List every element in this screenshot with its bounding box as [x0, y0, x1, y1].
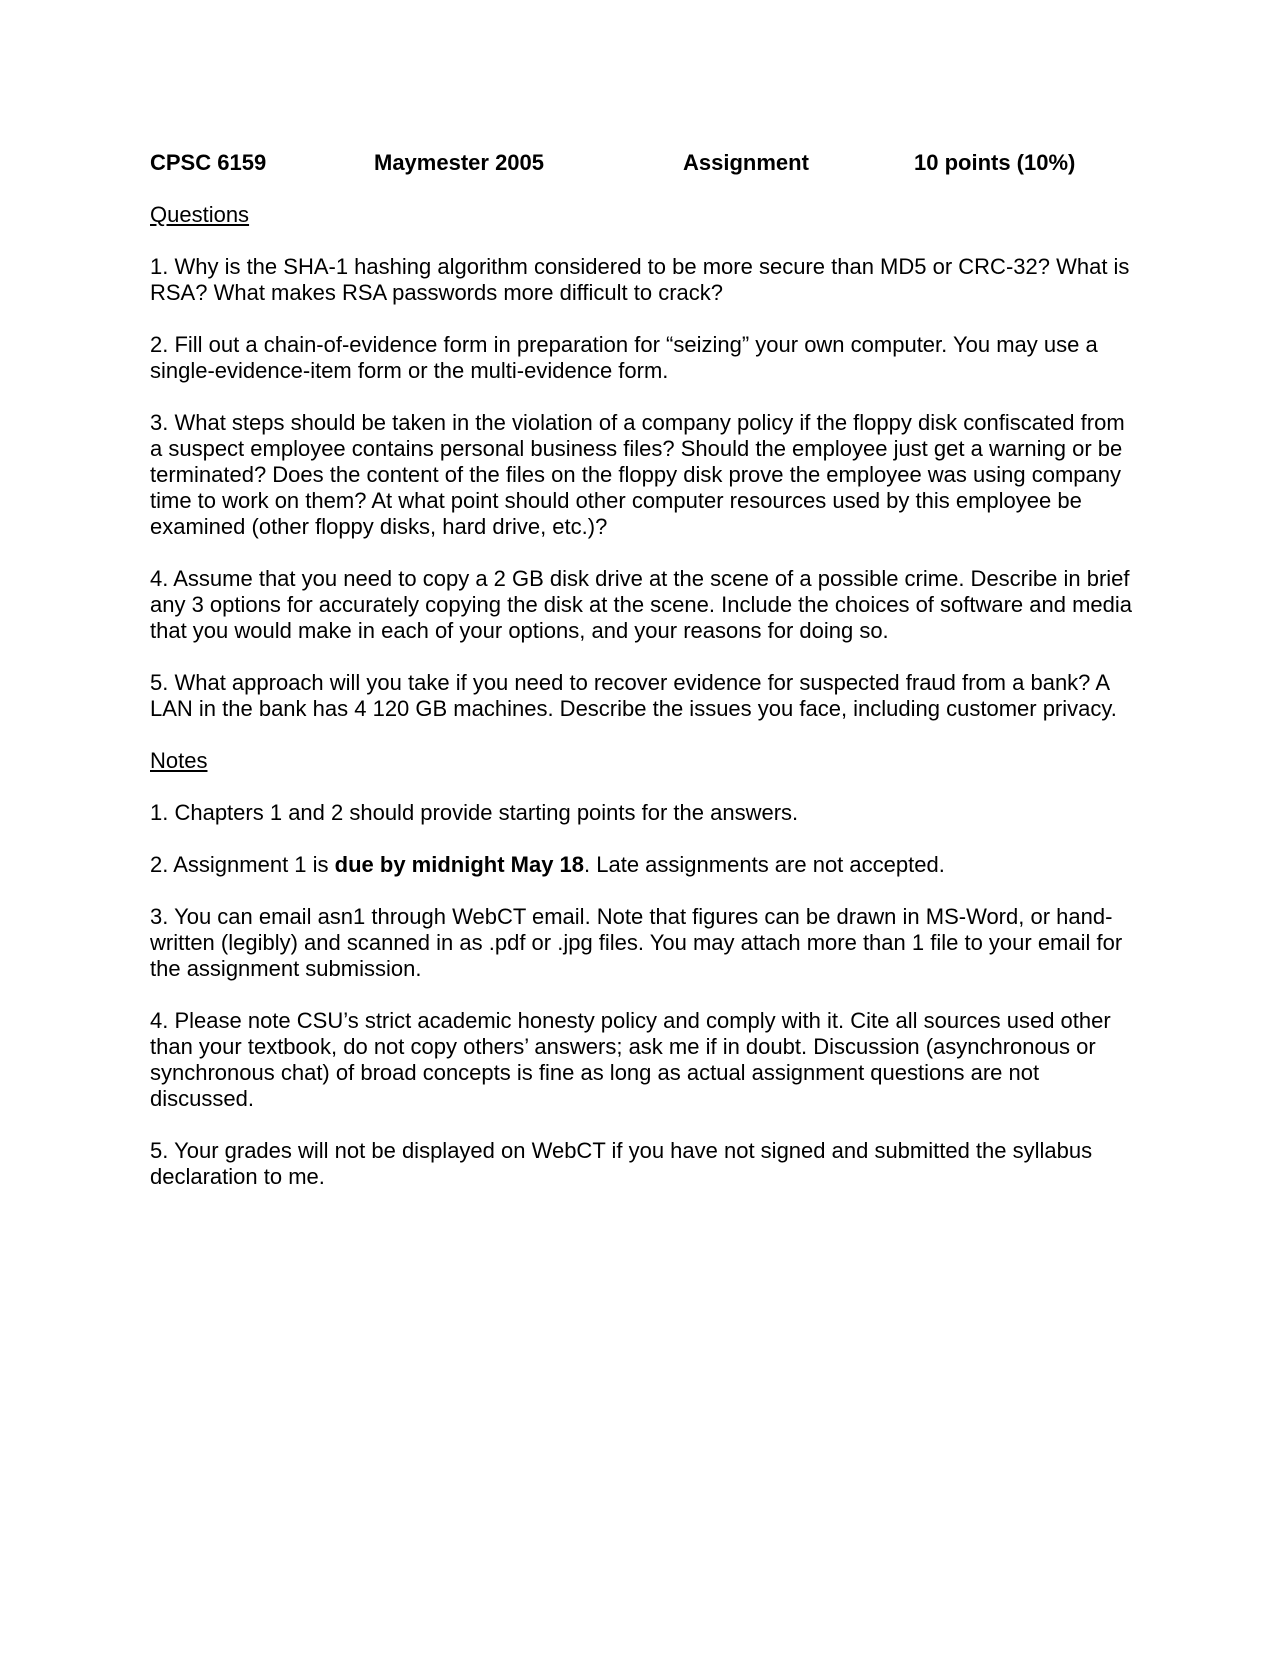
questions-heading: Questions	[150, 202, 250, 227]
document-page	[150, 150, 1140, 1216]
note-2-deadline: due by midnight May 18	[334, 852, 585, 877]
question-1: 1. Why is the SHA-1 hashing algorithm considered to be more secure than MD5 or CRC-32? What is RSA? What makes RSA passwords more difficult to crack?	[150, 254, 1130, 305]
note-4: 4. Please note CSU’s strict academic honesty policy and comply with it. Cite all sources used other than your textbook, do not copy others’ answers; ask me if in doubt. Discussion (asynchronous or synchronous chat) of broad concepts is fine as long as actual assignment questions are not discussed.	[150, 1008, 1111, 1111]
document-type: Assignment	[683, 150, 809, 175]
note-1: 1. Chapters 1 and 2 should provide starting points for the answers.	[150, 800, 799, 825]
note-3: 3. You can email asn1 through WebCT email. Note that figures can be drawn in MS-Word, or hand-written (legibly) and scanned in as .pdf or .jpg files. You may attach more than 1 file to your email for the assignment submission.	[150, 904, 1123, 981]
note-2	[150, 852, 1140, 878]
note-5: 5. Your grades will not be displayed on WebCT if you have not signed and submitted the syllabus declaration to me.	[150, 1138, 1093, 1189]
question-5: 5. What approach will you take if you need to recover evidence for suspected fraud from a bank? A LAN in the bank has 4 120 GB machines. Describe the issues you face, including customer privacy.	[150, 670, 1117, 721]
course-code: CPSC 6159	[150, 150, 267, 175]
notes-heading: Notes	[150, 748, 208, 773]
term: Maymester 2005	[374, 150, 545, 175]
question-4: 4. Assume that you need to copy a 2 GB disk drive at the scene of a possible crime. Describe in brief any 3 options for accurately copying the disk at the scene. Include the choices of software and media that you would make in each of your options, and your reasons for doing so.	[150, 566, 1133, 643]
document-header	[150, 150, 1140, 176]
note-2-prefix: 2. Assignment 1 is	[150, 852, 335, 877]
points-value: 10 points (10%)	[914, 150, 1076, 175]
note-2-suffix: . Late assignments are not accepted.	[584, 852, 945, 877]
question-2: 2. Fill out a chain-of-evidence form in preparation for “seizing” your own computer. You may use a single-evidence-item form or the multi-evidence form.	[150, 332, 1098, 383]
question-3: 3. What steps should be taken in the violation of a company policy if the floppy disk confiscated from a suspect employee contains personal business files? Should the employee just get a warning or be terminated? Does the content of the files on the floppy disk prove the employee was using company time to work on them? At what point should other computer resources used by this employee be examined (other floppy disks, hard drive, etc.)?	[150, 410, 1125, 539]
